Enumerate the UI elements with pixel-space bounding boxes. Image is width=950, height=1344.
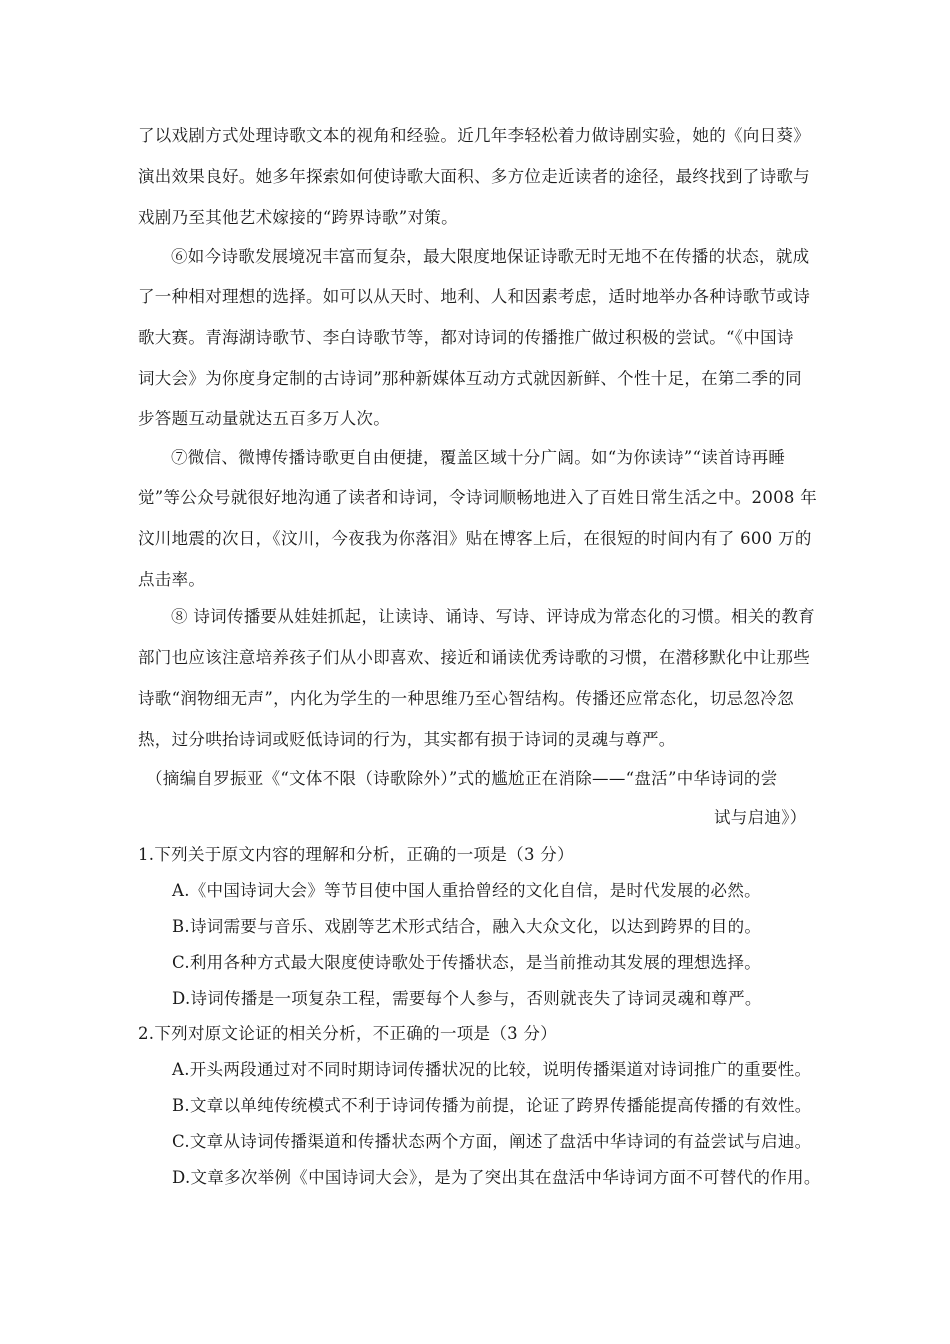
text-line: 了一种相对理想的选择。如可以从天时、地利、人和因素考虑，适时地举办各种诗歌节或诗: [138, 287, 810, 306]
text-line: 戏剧乃至其他艺术嫁接的“跨界诗歌”对策。: [138, 208, 458, 227]
citation-line: （摘编自罗振亚《“文体不限（诗歌除外）”式的尴尬正在消除——“盘活”中华诗词的尝: [146, 769, 778, 788]
option-c: C.文章从诗词传播渠道和传播状态两个方面，阐述了盘活中华诗词的有益尝试与启迪。: [172, 1132, 812, 1151]
option-d: D.诗词传播是一项复杂工程，需要每个人参与，否则就丧失了诗词灵魂和尊严。: [172, 989, 762, 1008]
option-a: A.开头两段通过对不同时期诗词传播状况的比较，说明传播渠道对诗词推广的重要性。: [172, 1060, 812, 1079]
text-line: 觉”等公众号就很好地沟通了读者和诗词，令诗词顺畅地进入了百姓日常生活之中。2008 年: [138, 488, 818, 507]
text-line: 部门也应该注意培养孩子们从小即喜欢、接近和诵读优秀诗歌的习惯，在潜移默化中让那些: [138, 648, 810, 667]
question-title: 2.下列对原文论证的相关分析，不正确的一项是（3 分）: [138, 1024, 558, 1043]
text-line: 演出效果良好。她多年探索如何使诗歌大面积、多方位走近读者的途径，最终找到了诗歌与: [138, 167, 810, 186]
text-line: ⑦微信、微博传播诗歌更自由便捷，覆盖区域十分广阔。如“为你读诗”“读首诗再睡: [171, 448, 786, 467]
text-line: 点击率。: [138, 570, 206, 589]
text-line: 了以戏剧方式处理诗歌文本的视角和经验。近几年李轻松着力做诗剧实验，她的《向日葵》: [138, 126, 810, 145]
text-line: 步答题互动量就达五百多万人次。: [138, 409, 390, 428]
text-line: 汶川地震的次日，《汶川，今夜我为你落泪》贴在博客上后，在很短的时间内有了 600 万的: [138, 529, 812, 548]
citation-line: 试与启迪》）: [714, 808, 807, 827]
question-title: 1.下列关于原文内容的理解和分析，正确的一项是（3 分）: [138, 845, 574, 864]
option-a: A.《中国诗词大会》等节目使中国人重拾曾经的文化自信，是时代发展的必然。: [172, 881, 761, 900]
option-d: D.文章多次举例《中国诗词大会》，是为了突出其在盘活中华诗词方面不可替代的作用。: [172, 1168, 821, 1187]
option-c: C.利用各种方式最大限度使诗歌处于传播状态，是当前推动其发展的理想选择。: [172, 953, 762, 972]
text-line: 诗歌“润物细无声”，内化为学生的一种思维乃至心智结构。传播还应常态化，切忌忽冷忽: [138, 689, 794, 708]
option-b: B.文章以单纯传统模式不利于诗词传播为前提，论证了跨界传播能提高传播的有效性。: [172, 1096, 812, 1115]
text-line: 词大会》为你度身定制的古诗词”那种新媒体互动方式就因新鲜、个性十足，在第二季的同: [138, 369, 802, 388]
text-line: ⑧ 诗词传播要从娃娃抓起，让读诗、诵诗、写诗、评诗成为常态化的习惯。相关的教育: [171, 607, 815, 626]
option-b: B.诗词需要与音乐、戏剧等艺术形式结合，融入大众文化，以达到跨界的目的。: [172, 917, 762, 936]
text-line: 热，过分哄抬诗词或贬低诗词的行为，其实都有损于诗词的灵魂与尊严。: [138, 730, 676, 749]
text-line: ⑥如今诗歌发展境况丰富而复杂，最大限度地保证诗歌无时无地不在传播的状态，就成: [171, 247, 810, 266]
text-line: 歌大赛。青海湖诗歌节、李白诗歌节等，都对诗词的传播推广做过积极的尝试。“《中国诗: [138, 328, 794, 347]
